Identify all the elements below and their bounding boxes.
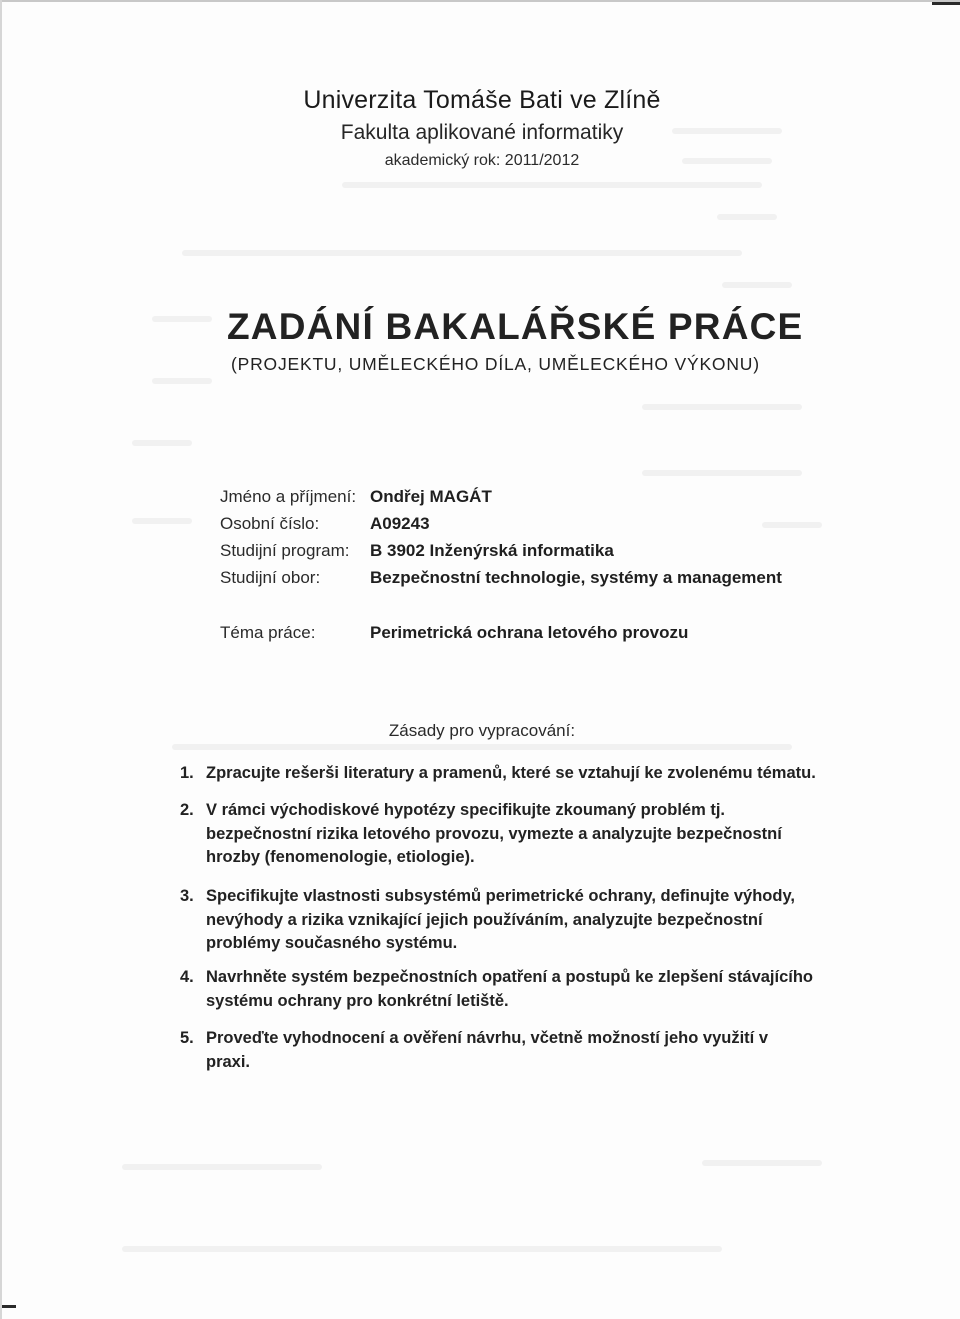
bleed-through-mark <box>702 1160 822 1166</box>
scan-corner-mark <box>932 2 960 5</box>
faculty-name: Fakulta aplikované informatiky <box>340 121 624 144</box>
task-number: 5. <box>180 1029 194 1047</box>
thesis-topic-value: Perimetrická ochrana letového provozu <box>370 623 689 642</box>
study-program-label: Studijní program: <box>220 541 350 560</box>
bleed-through-mark <box>132 440 192 446</box>
bleed-through-mark <box>132 518 192 524</box>
task-text: Navrhněte systém bezpečnostních opatření a postupů ke zlepšení stávajícího systému ochrany pro konkrétní letiště. <box>206 968 814 1010</box>
bleed-through-mark <box>122 1246 722 1252</box>
field-of-study-label: Studijní obor: <box>220 568 321 587</box>
thesis-topic-label: Téma práce: <box>220 623 316 642</box>
task-number: 1. <box>180 764 194 782</box>
task-item <box>180 762 820 786</box>
bleed-through-mark <box>762 522 822 528</box>
task-number: 2. <box>180 801 194 819</box>
bleed-through-mark <box>172 744 792 750</box>
field-of-study-value: Bezpečnostní technologie, systémy a management <box>370 568 782 587</box>
task-text: Zpracujte rešerši literatury a pramenů, které se vztahují ke zvolenému tématu. <box>206 764 816 782</box>
task-number: 3. <box>180 887 194 905</box>
task-text: V rámci východiskové hypotézy specifikujte zkoumaný problém tj. bezpečnostní rizika letového provozu, vymezte a analyzujte bezpečnostní hrozby (fenomenologie, etiologie). <box>206 801 782 866</box>
name-label: Jméno a příjmení: <box>220 487 357 506</box>
personal-number-value: A09243 <box>370 514 430 533</box>
bleed-through-mark <box>717 214 777 220</box>
top-edge-line <box>2 0 960 2</box>
task-item <box>180 885 820 956</box>
bleed-through-mark <box>152 316 212 322</box>
university-name: Univerzita Tomáše Bati ve Zlíně <box>303 86 661 114</box>
bleed-through-mark <box>182 250 742 256</box>
bleed-through-mark <box>342 182 762 188</box>
task-item <box>180 966 820 1013</box>
bleed-through-mark <box>642 470 802 476</box>
bleed-through-mark <box>122 1164 322 1170</box>
principles-heading: Zásady pro vypracování: <box>388 721 576 740</box>
document-title: ZADÁNÍ BAKALÁŘSKÉ PRÁCE <box>227 306 804 347</box>
task-text: Specifikujte vlastnosti subsystémů perimetrické ochrany, definujte výhody, nevýhody a rizika vznikající jejich používáním, analyzujte bezpečnostní problémy současného systému. <box>206 887 795 952</box>
academic-year: akademický rok: 2011/2012 <box>384 152 580 169</box>
study-program-value: B 3902 Inženýrská informatika <box>370 541 614 560</box>
bleed-through-mark <box>152 378 212 384</box>
bleed-through-mark <box>722 282 792 288</box>
task-item <box>180 799 820 870</box>
task-number: 4. <box>180 968 194 986</box>
task-item <box>180 1027 800 1074</box>
document-subtitle: (PROJEKTU, UMĚLECKÉHO DÍLA, UMĚLECKÉHO VÝKONU) <box>231 354 760 374</box>
name-value: Ondřej MAGÁT <box>370 487 492 506</box>
scan-bottom-mark <box>2 1305 16 1308</box>
bleed-through-mark <box>642 404 802 410</box>
task-text: Proveďte vyhodnocení a ověření návrhu, včetně možností jeho využití v praxi. <box>206 1029 769 1071</box>
personal-number-label: Osobní číslo: <box>220 514 320 533</box>
